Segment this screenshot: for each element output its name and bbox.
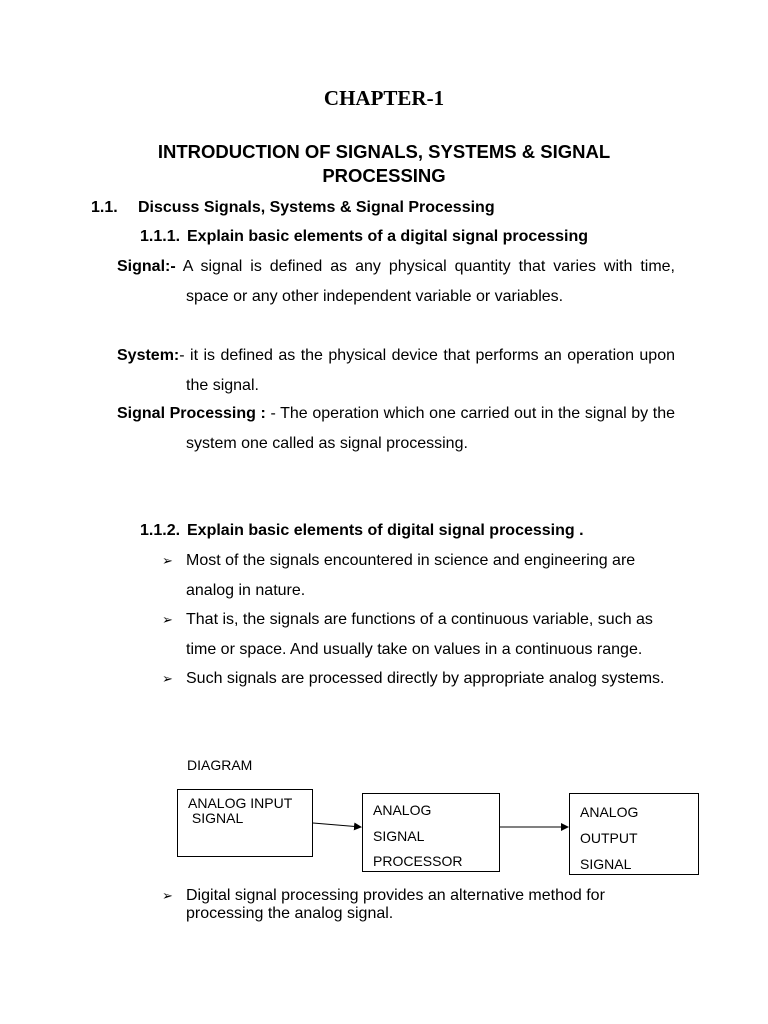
definition-term: Signal:- <box>117 258 176 275</box>
arrow-bullet-icon: ➢ <box>162 553 173 568</box>
bullet-text: That is, the signals are functions of a continuous variable, such as time or space. And usually take on values in a continuous range. <box>186 611 653 658</box>
subsection-number-2: 1.1.2. <box>140 522 181 539</box>
arrow-bullet-icon: ➢ <box>162 612 173 627</box>
bullet-text: Digital signal processing provides an alternative method for processing the analog signal. <box>186 887 605 922</box>
definition-text: A signal is defined as any physical quantity that varies with time, space or any other independent variable or variables. <box>175 258 675 305</box>
bullet-text: Most of the signals encountered in science and engineering are analog in nature. <box>186 552 636 599</box>
box-line: SIGNAL <box>580 856 632 872</box>
diagram-label: DIAGRAM <box>187 757 253 773</box>
list-item <box>162 887 666 923</box>
box-line: ANALOG <box>580 804 639 820</box>
arrow-bullet-icon: ➢ <box>162 671 173 686</box>
box-line: PROCESSOR <box>373 853 463 869</box>
bullet-list-2 <box>162 887 682 923</box>
chapter-heading: CHAPTER-1 <box>323 86 445 110</box>
definition-term: System: <box>117 347 180 364</box>
definition-text: - The operation which one carried out in the signal by the system one called as signal processing. <box>186 405 676 452</box>
section-heading-text: Discuss Signals, Systems & Signal Processing <box>138 199 495 216</box>
box-line: ANALOG INPUT <box>188 795 293 811</box>
subsection-number-1: 1.1.1. <box>140 228 181 245</box>
box-line: OUTPUT <box>580 830 638 846</box>
page-title: INTRODUCTION OF SIGNALS, SYSTEMS & SIGNAL PROCESSING <box>157 141 611 186</box>
section-number: 1.1. <box>91 199 118 216</box>
definition-term: Signal Processing : <box>117 405 266 422</box>
subsection-heading-text-2: Explain basic elements of digital signal processing . <box>187 522 584 539</box>
box-line: ANALOG <box>373 802 432 818</box>
box-line: SIGNAL <box>373 827 425 844</box>
bullet-text: Such signals are processed directly by appropriate analog systems. <box>186 670 665 687</box>
arrow-input-to-processor <box>313 823 361 827</box>
box-line: SIGNAL <box>188 810 244 826</box>
definition-text: - it is defined as the physical device that performs an operation upon the signal. <box>179 347 675 394</box>
arrow-bullet-icon: ➢ <box>162 888 173 903</box>
subsection-heading-text-1: Explain basic elements of a digital signal processing <box>187 228 589 245</box>
